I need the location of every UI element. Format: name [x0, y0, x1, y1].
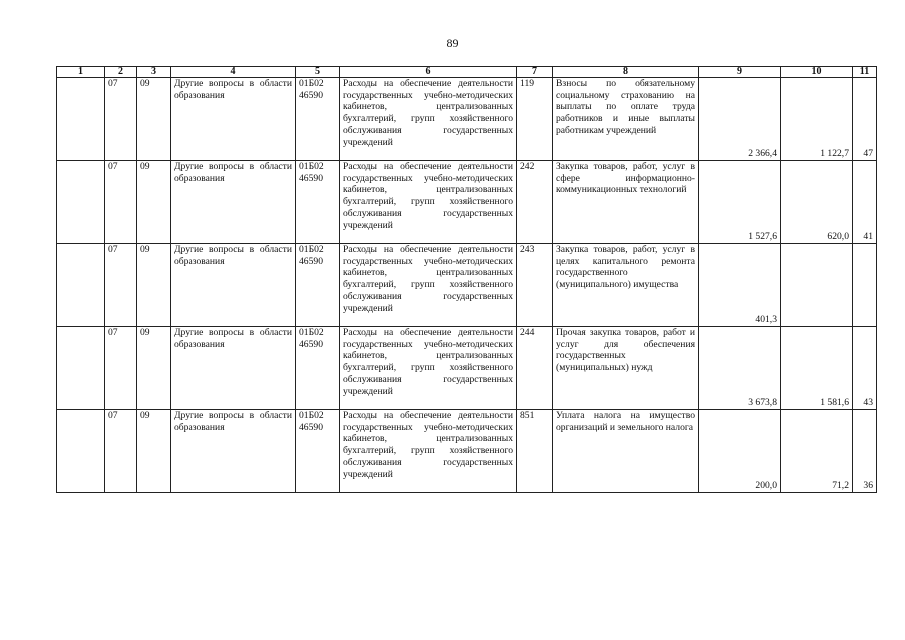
cell-section: 07	[105, 78, 137, 161]
table-row	[57, 244, 877, 327]
cell-actual-amount: 1 122,7	[781, 78, 853, 161]
cell-section: 07	[105, 410, 137, 493]
cell-target-code: 01Б02 46590	[296, 410, 340, 493]
header-cell-3: 3	[137, 67, 171, 78]
cell-plan-amount: 1 527,6	[699, 161, 781, 244]
cell-subsection: 09	[137, 410, 171, 493]
cell-col1	[57, 161, 105, 244]
cell-target-code: 01Б02 46590	[296, 161, 340, 244]
header-cell-7: 7	[517, 67, 553, 78]
cell-actual-amount	[781, 244, 853, 327]
cell-plan-amount: 2 366,4	[699, 78, 781, 161]
cell-expense-code: 851	[517, 410, 553, 493]
header-cell-9: 9	[699, 67, 781, 78]
cell-section: 07	[105, 327, 137, 410]
header-cell-2: 2	[105, 67, 137, 78]
cell-target-name: Расходы на обеспечение деятельности государственных учебно-методических кабинетов, централизованных бухгалтерий, групп хозяйственного обслуживания государственных учреждений	[340, 78, 517, 161]
cell-section-name: Другие вопросы в области образования	[171, 327, 296, 410]
header-cell-10: 10	[781, 67, 853, 78]
cell-subsection: 09	[137, 244, 171, 327]
cell-target-name: Расходы на обеспечение деятельности государственных учебно-методических кабинетов, централизованных бухгалтерий, групп хозяйственного обслуживания государственных учреждений	[340, 327, 517, 410]
cell-expense-name: Уплата налога на имущество организаций и земельного налога	[553, 410, 699, 493]
cell-plan-amount: 3 673,8	[699, 327, 781, 410]
table-row	[57, 410, 877, 493]
page-number: 89	[446, 36, 459, 50]
cell-plan-amount: 200,0	[699, 410, 781, 493]
header-cell-8: 8	[553, 67, 699, 78]
cell-expense-code: 119	[517, 78, 553, 161]
cell-percent: 36	[853, 410, 877, 493]
cell-col1	[57, 78, 105, 161]
cell-percent: 43	[853, 327, 877, 410]
cell-percent: 41	[853, 161, 877, 244]
header-cell-1: 1	[57, 67, 105, 78]
cell-col1	[57, 410, 105, 493]
cell-expense-name: Прочая закупка товаров, работ и услуг для обеспечения государственных (муниципальных) нужд	[553, 327, 699, 410]
cell-expense-name: Закупка товаров, работ, услуг в сфере информационно-коммуникационных технологий	[553, 161, 699, 244]
table-row	[57, 327, 877, 410]
cell-col1	[57, 244, 105, 327]
header-cell-6: 6	[340, 67, 517, 78]
cell-target-code: 01Б02 46590	[296, 244, 340, 327]
cell-percent: 47	[853, 78, 877, 161]
cell-actual-amount: 1 581,6	[781, 327, 853, 410]
cell-section: 07	[105, 161, 137, 244]
cell-actual-amount: 620,0	[781, 161, 853, 244]
header-cell-5: 5	[296, 67, 340, 78]
header-cell-4: 4	[171, 67, 296, 78]
budget-table	[56, 66, 877, 493]
cell-percent	[853, 244, 877, 327]
cell-section-name: Другие вопросы в области образования	[171, 410, 296, 493]
header-cell-11: 11	[853, 67, 877, 78]
cell-section-name: Другие вопросы в области образования	[171, 78, 296, 161]
cell-section-name: Другие вопросы в области образования	[171, 161, 296, 244]
cell-expense-name: Закупка товаров, работ, услуг в целях капитального ремонта государственного (муниципального) имущества	[553, 244, 699, 327]
cell-expense-name: Взносы по обязательному социальному страхованию на выплаты по оплате труда работников и иные выплаты работникам учреждений	[553, 78, 699, 161]
cell-expense-code: 242	[517, 161, 553, 244]
table-row	[57, 161, 877, 244]
cell-subsection: 09	[137, 161, 171, 244]
cell-plan-amount: 401,3	[699, 244, 781, 327]
cell-expense-code: 243	[517, 244, 553, 327]
cell-actual-amount: 71,2	[781, 410, 853, 493]
cell-subsection: 09	[137, 327, 171, 410]
cell-target-name: Расходы на обеспечение деятельности государственных учебно-методических кабинетов, централизованных бухгалтерий, групп хозяйственного обслуживания государственных учреждений	[340, 161, 517, 244]
cell-target-code: 01Б02 46590	[296, 327, 340, 410]
cell-subsection: 09	[137, 78, 171, 161]
cell-target-code: 01Б02 46590	[296, 78, 340, 161]
cell-col1	[57, 327, 105, 410]
cell-target-name: Расходы на обеспечение деятельности государственных учебно-методических кабинетов, централизованных бухгалтерий, групп хозяйственного обслуживания государственных учреждений	[340, 244, 517, 327]
cell-expense-code: 244	[517, 327, 553, 410]
cell-section-name: Другие вопросы в области образования	[171, 244, 296, 327]
header-row	[57, 67, 877, 78]
cell-section: 07	[105, 244, 137, 327]
table-row	[57, 78, 877, 161]
cell-target-name: Расходы на обеспечение деятельности государственных учебно-методических кабинетов, централизованных бухгалтерий, групп хозяйственного обслуживания государственных учреждений	[340, 410, 517, 493]
